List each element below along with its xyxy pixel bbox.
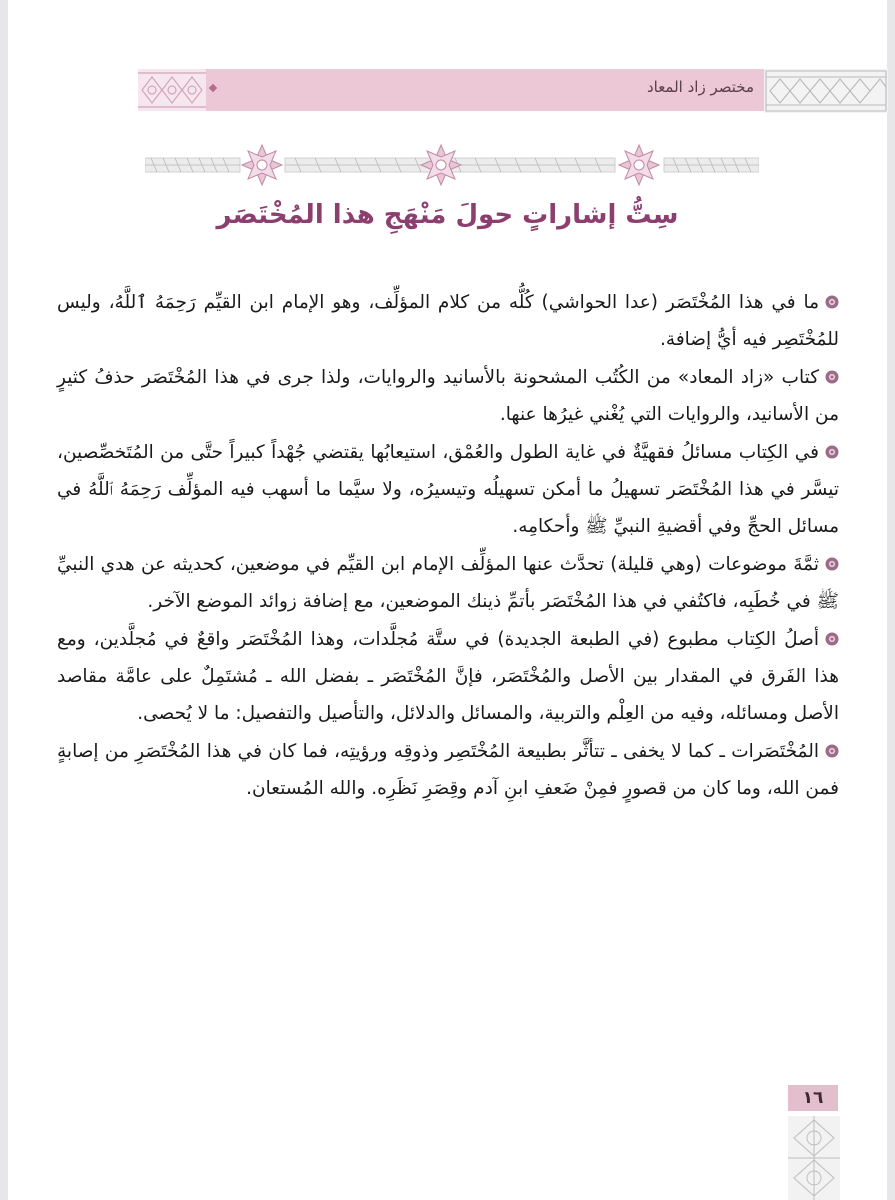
paragraph	[57, 733, 839, 807]
paragraph-text: في الكِتاب مسائلُ فقهيَّةٌ في غاية الطول والعُمْق، استيعابُها يقتضي جُهْداً كبيراً حتَّى من المُتَخصِّصين، تيسَّر في هذا المُخْتَصَر تسهيلُ ما أمكن تسهيلُه وتيسيرُه، ولا سيَّما ما أسهب فيه المؤلِّف رَحِمَهُ ٱللَّهُ في مسائل الحجِّ وفي أقضيةِ النبيِّ ﷺ وأحكامِه.	[57, 442, 839, 537]
decorative-separator	[145, 142, 759, 192]
paragraph	[57, 621, 839, 732]
header-ornament-left	[138, 69, 206, 111]
paragraph	[57, 434, 839, 545]
header-ornament-right	[764, 69, 888, 113]
flower-bullet-icon	[825, 632, 839, 646]
footer-ornament	[788, 1116, 840, 1200]
page-number: ١٦	[788, 1085, 838, 1111]
body-text	[57, 284, 839, 808]
paragraph-text: كتاب «زاد المعاد» من الكُتُب المشحونة بالأسانيد والروايات، ولذا جرى في هذا المُخْتَصَر حذفُ كثيرٍ من الأسانيد، والروايات التي يُغْني غيرُها عنها.	[57, 367, 839, 425]
paragraph-text: ثمَّةَ موضوعات (وهي قليلة) تحدَّث عنها المؤلِّف الإمام ابن القيِّم في موضعين، كحديثه عن هدي النبيِّ ﷺ في خُطَبِه، فاكتُفي في هذا المُخْتَصَر بأتمِّ ذينك الموضعين، مع إضافة زوائد الموضع الآخر.	[57, 554, 839, 612]
flower-bullet-icon	[825, 744, 839, 758]
paragraph-text: المُخْتَصَرات ـ كما لا يخفى ـ تتأثَّر بطبيعة المُخْتَصِر وذوقِه ورؤيتِه، فما كان في هذا المُخْتَصَرِ من إصابةٍ فمن الله، وما كان من قصورٍ فمِنْ ضَعفِ ابنِ آدم وقِصَرِ نَظَرِه. والله المُستعان.	[57, 741, 839, 799]
flower-bullet-icon	[825, 295, 839, 309]
paragraph	[57, 359, 839, 433]
paragraph-text: ما في هذا المُخْتَصَر (عدا الحواشي) كُلُّه من كلام المؤلِّف، وهو الإمام ابن القيِّم رَحِمَهُ ٱللَّهُ، وليس للمُخْتَصِر فيه أيُّ إضافة.	[57, 292, 839, 350]
flower-bullet-icon	[825, 445, 839, 459]
section-title: سِتُّ إشاراتٍ حولَ مَنْهَجِ هذا المُخْتَصَر	[216, 200, 679, 230]
flower-bullet-icon	[825, 557, 839, 571]
flower-bullet-icon	[825, 370, 839, 384]
header-band	[206, 69, 768, 111]
paragraph	[57, 284, 839, 358]
running-title: مختصر زاد المعاد	[646, 78, 754, 96]
paragraph-text: أصلُ الكِتاب مطبوع (في الطبعة الجديدة) في ستَّة مُجلَّدات، وهذا المُخْتَصَر واقعٌ في مُجلَّدين، ومع هذا الفَرق في المقدار بين الأصل والمُخْتَصَر، فإنَّ المُخْتَصَر ـ بفضل الله ـ مُشتَمِلٌ على عامَّة مقاصد الأصل ومسائله، وفيه من العِلْم والتربية، والمسائل والدلائل، والتأصيل والتفصيل: ما لا يُحصى.	[57, 629, 839, 724]
page	[8, 0, 887, 1200]
paragraph	[57, 546, 839, 620]
header-diamond-icon	[209, 84, 217, 92]
